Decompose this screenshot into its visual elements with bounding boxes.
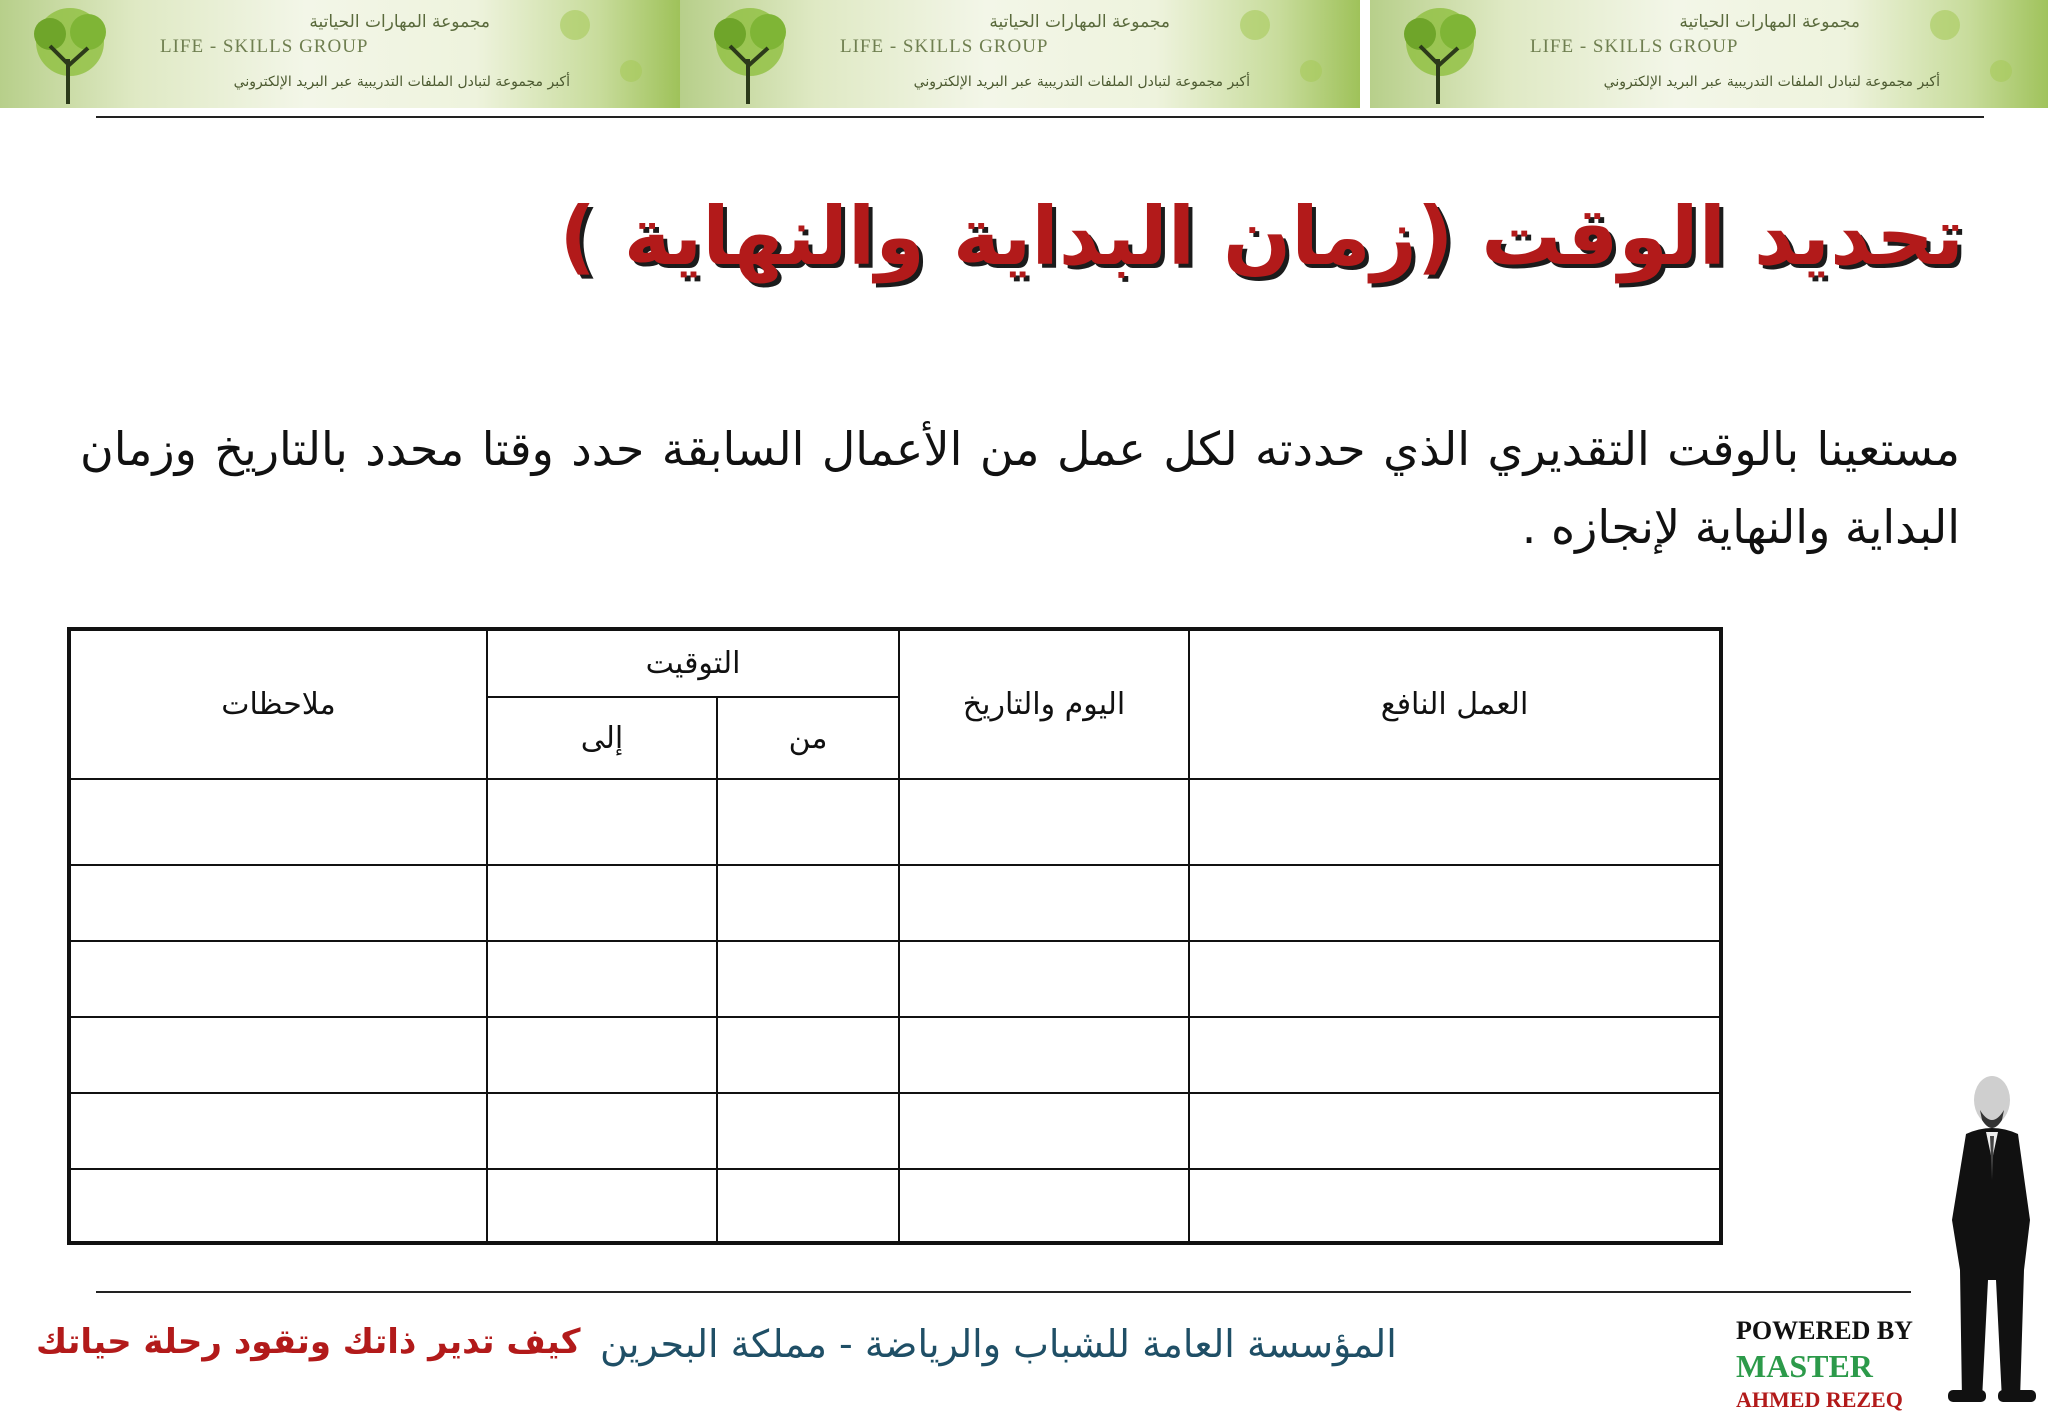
brand-name: MASTER (1736, 1348, 1873, 1384)
banner-tagline: أكبر مجموعة لتبادل الملفات التدريبية عبر البريد الإلكتروني (913, 74, 1250, 90)
cell-notes[interactable] (69, 865, 487, 941)
header-timing: التوقيت (487, 629, 899, 697)
banner-title-ar: مجموعة المهارات الحياتية (309, 12, 490, 32)
author-name: AHMED REZEQ (1736, 1387, 1903, 1412)
cell-work[interactable] (1189, 1017, 1721, 1093)
banner-title-ar: مجموعة المهارات الحياتية (989, 12, 1170, 32)
banner-title-ar: مجموعة المهارات الحياتية (1679, 12, 1860, 32)
header-divider (96, 116, 1984, 118)
cell-work[interactable] (1189, 1169, 1721, 1243)
cell-to[interactable] (487, 779, 717, 865)
banner-title-en: LIFE - SKILLS GROUP (840, 36, 1049, 57)
cell-from[interactable] (717, 1093, 899, 1169)
cell-from[interactable] (717, 865, 899, 941)
cell-work[interactable] (1189, 779, 1721, 865)
schedule-table (67, 627, 1723, 1245)
header-to: إلى (487, 697, 717, 779)
tree-logo-icon (1380, 4, 1500, 104)
cell-to[interactable] (487, 1169, 717, 1243)
header-from: من (717, 697, 899, 779)
tree-logo-icon (10, 4, 130, 104)
cell-notes[interactable] (69, 1017, 487, 1093)
cell-to[interactable] (487, 941, 717, 1017)
cell-from[interactable] (717, 779, 899, 865)
table-row (69, 1169, 1721, 1243)
footer-divider (96, 1291, 1911, 1293)
cell-from[interactable] (717, 941, 899, 1017)
powered-by-label: POWERED BY (1736, 1316, 1913, 1345)
table-row (69, 1017, 1721, 1093)
instruction-paragraph: مستعينا بالوقت التقديري الذي حددته لكل عمل من الأعمال السابقة حدد وقتا محدد بالتاريخ وزمان البداية والنهاية لإنجازه . (80, 422, 1960, 554)
header-notes: ملاحظات (69, 629, 487, 779)
cell-to[interactable] (487, 1017, 717, 1093)
header-banner-1 (0, 0, 680, 108)
cell-work[interactable] (1189, 941, 1721, 1017)
table-row (69, 865, 1721, 941)
cell-notes[interactable] (69, 779, 487, 865)
header-banner-3 (1370, 0, 2048, 108)
banner-title-en: LIFE - SKILLS GROUP (1530, 36, 1739, 57)
cell-day-date[interactable] (899, 1017, 1189, 1093)
header-work: العمل النافع (1189, 629, 1721, 779)
cell-day-date[interactable] (899, 779, 1189, 865)
page-title: تحديد الوقت (زمان البداية والنهاية ) (559, 190, 1964, 283)
cell-to[interactable] (487, 865, 717, 941)
cell-work[interactable] (1189, 1093, 1721, 1169)
header-day-date: اليوم والتاريخ (899, 629, 1189, 779)
cell-notes[interactable] (69, 1169, 487, 1243)
cell-notes[interactable] (69, 1093, 487, 1169)
cell-notes[interactable] (69, 941, 487, 1017)
table-row (69, 1093, 1721, 1169)
tree-logo-icon (690, 4, 810, 104)
cell-day-date[interactable] (899, 1093, 1189, 1169)
cell-from[interactable] (717, 1169, 899, 1243)
presenter-figure-icon (1940, 1070, 2040, 1410)
table-row (69, 941, 1721, 1017)
cell-work[interactable] (1189, 865, 1721, 941)
footer-slogan: كيف تدير ذاتك وتقود رحلة حياتك (36, 1322, 581, 1362)
banner-tagline: أكبر مجموعة لتبادل الملفات التدريبية عبر البريد الإلكتروني (1603, 74, 1940, 90)
banner-tagline: أكبر مجموعة لتبادل الملفات التدريبية عبر البريد الإلكتروني (233, 74, 570, 90)
powered-by-block (1736, 1316, 1913, 1413)
table-row (69, 779, 1721, 865)
cell-from[interactable] (717, 1017, 899, 1093)
banner-title-en: LIFE - SKILLS GROUP (160, 36, 369, 57)
cell-day-date[interactable] (899, 1169, 1189, 1243)
cell-to[interactable] (487, 1093, 717, 1169)
header-banner-2 (680, 0, 1360, 108)
cell-day-date[interactable] (899, 865, 1189, 941)
footer-organization: المؤسسة العامة للشباب والرياضة - مملكة البحرين (600, 1322, 1397, 1366)
cell-day-date[interactable] (899, 941, 1189, 1017)
